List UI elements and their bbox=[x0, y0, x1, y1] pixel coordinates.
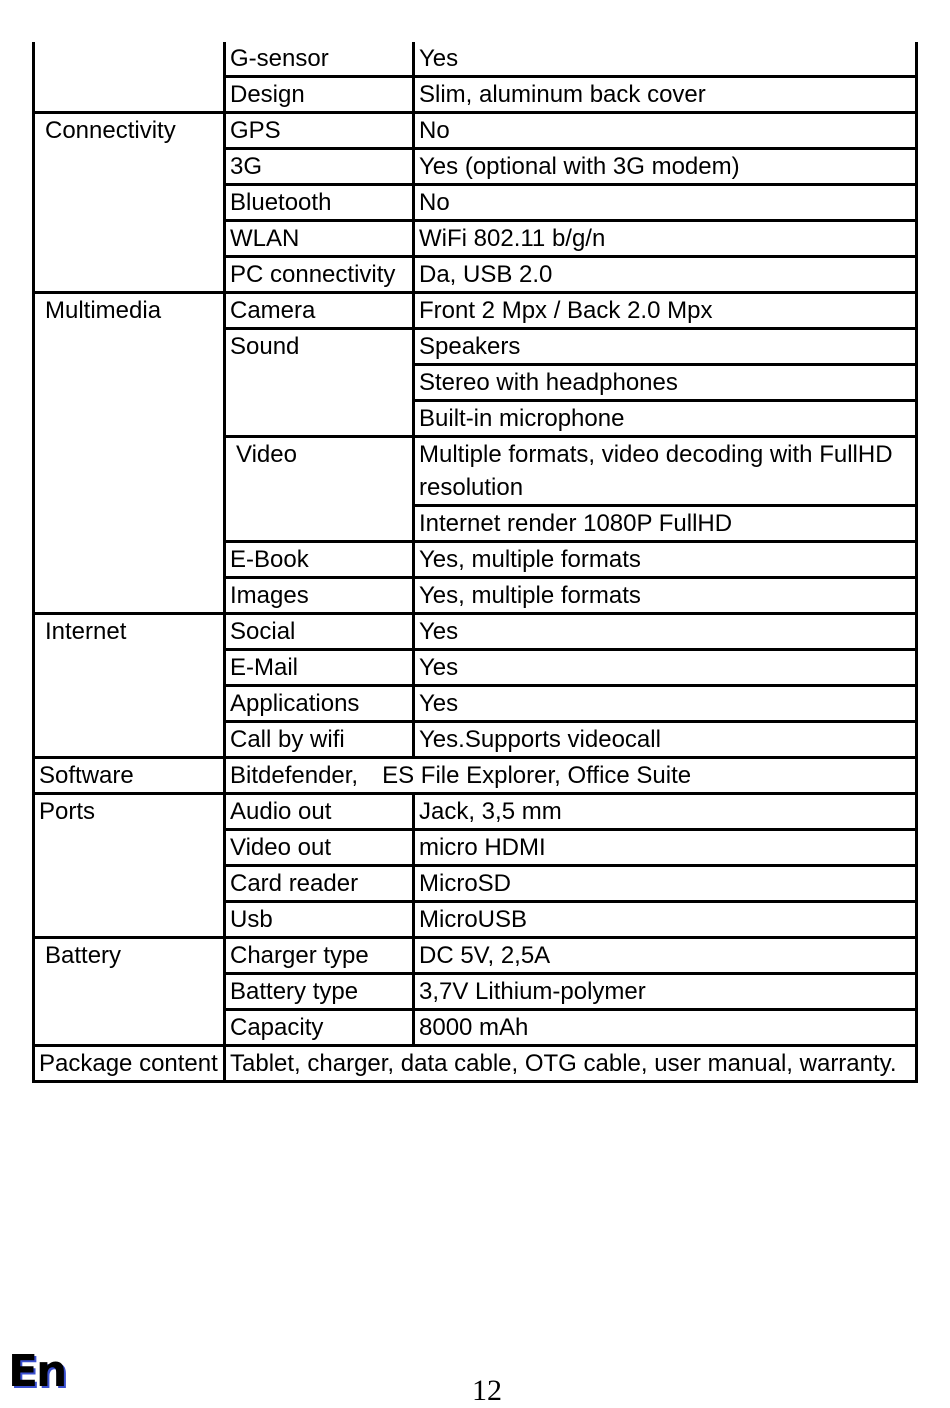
spec-value: Yes bbox=[414, 614, 917, 650]
spec-feature: Battery type bbox=[225, 974, 414, 1010]
spec-value: Stereo with headphones bbox=[414, 365, 917, 401]
table-row bbox=[34, 938, 917, 974]
spec-value: Yes.Supports videocall bbox=[414, 722, 917, 758]
spec-value: WiFi 802.11 b/g/n bbox=[414, 221, 917, 257]
spec-feature: Video out bbox=[225, 830, 414, 866]
language-logo: En bbox=[8, 1346, 66, 1397]
spec-feature: Audio out bbox=[225, 794, 414, 830]
spec-feature: Call by wifi bbox=[225, 722, 414, 758]
spec-feature: Video bbox=[225, 437, 414, 542]
table-row bbox=[34, 614, 917, 650]
table-row bbox=[34, 42, 917, 77]
spec-value: Da, USB 2.0 bbox=[414, 257, 917, 293]
spec-value: DC 5V, 2,5A bbox=[414, 938, 917, 974]
spec-value: Front 2 Mpx / Back 2.0 Mpx bbox=[414, 293, 917, 329]
table-row bbox=[34, 1046, 917, 1082]
spec-value: No bbox=[414, 185, 917, 221]
spec-feature: WLAN bbox=[225, 221, 414, 257]
section-label: Software bbox=[34, 758, 225, 794]
section-label bbox=[34, 42, 225, 113]
section-label: Connectivity bbox=[34, 113, 225, 293]
spec-feature: 3G bbox=[225, 149, 414, 185]
spec-feature: Capacity bbox=[225, 1010, 414, 1046]
section-label: Battery bbox=[34, 938, 225, 1046]
spec-feature: Camera bbox=[225, 293, 414, 329]
spec-feature: Charger type bbox=[225, 938, 414, 974]
spec-value: micro HDMI bbox=[414, 830, 917, 866]
spec-feature: Design bbox=[225, 77, 414, 113]
section-label: Multimedia bbox=[34, 293, 225, 614]
spec-value: 3,7V Lithium-polymer bbox=[414, 974, 917, 1010]
spec-value: MicroUSB bbox=[414, 902, 917, 938]
spec-value: Built-in microphone bbox=[414, 401, 917, 437]
spec-feature: Social bbox=[225, 614, 414, 650]
spec-feature: GPS bbox=[225, 113, 414, 149]
table-row bbox=[34, 758, 917, 794]
spec-feature: Sound bbox=[225, 329, 414, 437]
section-label: Internet bbox=[34, 614, 225, 758]
spec-value: Jack, 3,5 mm bbox=[414, 794, 917, 830]
spec-value: 8000 mAh bbox=[414, 1010, 917, 1046]
spec-value: Bitdefender, ES File Explorer, Office Suite bbox=[225, 758, 917, 794]
spec-feature: E-Mail bbox=[225, 650, 414, 686]
spec-value: Yes (optional with 3G modem) bbox=[414, 149, 917, 185]
table-row bbox=[34, 113, 917, 149]
spec-feature: Images bbox=[225, 578, 414, 614]
spec-feature: Usb bbox=[225, 902, 414, 938]
section-label: Ports bbox=[34, 794, 225, 938]
spec-value: Tablet, charger, data cable, OTG cable, user manual, warranty. bbox=[225, 1046, 917, 1082]
spec-table bbox=[32, 42, 918, 1083]
spec-value: Internet render 1080P FullHD bbox=[414, 506, 917, 542]
spec-feature: G-sensor bbox=[225, 42, 414, 77]
spec-value: Yes bbox=[414, 42, 917, 77]
spec-value: Yes bbox=[414, 650, 917, 686]
spec-feature: E-Book bbox=[225, 542, 414, 578]
spec-value: Yes, multiple formats bbox=[414, 578, 917, 614]
table-row bbox=[34, 794, 917, 830]
spec-value: No bbox=[414, 113, 917, 149]
page-number: 12 bbox=[472, 1374, 502, 1407]
spec-value: Yes, multiple formats bbox=[414, 542, 917, 578]
spec-feature: Card reader bbox=[225, 866, 414, 902]
spec-feature: PC connectivity bbox=[225, 257, 414, 293]
spec-feature: Bluetooth bbox=[225, 185, 414, 221]
spec-feature: Applications bbox=[225, 686, 414, 722]
spec-value: Slim, aluminum back cover bbox=[414, 77, 917, 113]
spec-table-body bbox=[34, 42, 917, 1082]
section-label: Package content bbox=[34, 1046, 225, 1082]
table-row bbox=[34, 293, 917, 329]
spec-value: Multiple formats, video decoding with FullHD resolution bbox=[414, 437, 917, 506]
spec-value: Speakers bbox=[414, 329, 917, 365]
spec-value: MicroSD bbox=[414, 866, 917, 902]
spec-value: Yes bbox=[414, 686, 917, 722]
